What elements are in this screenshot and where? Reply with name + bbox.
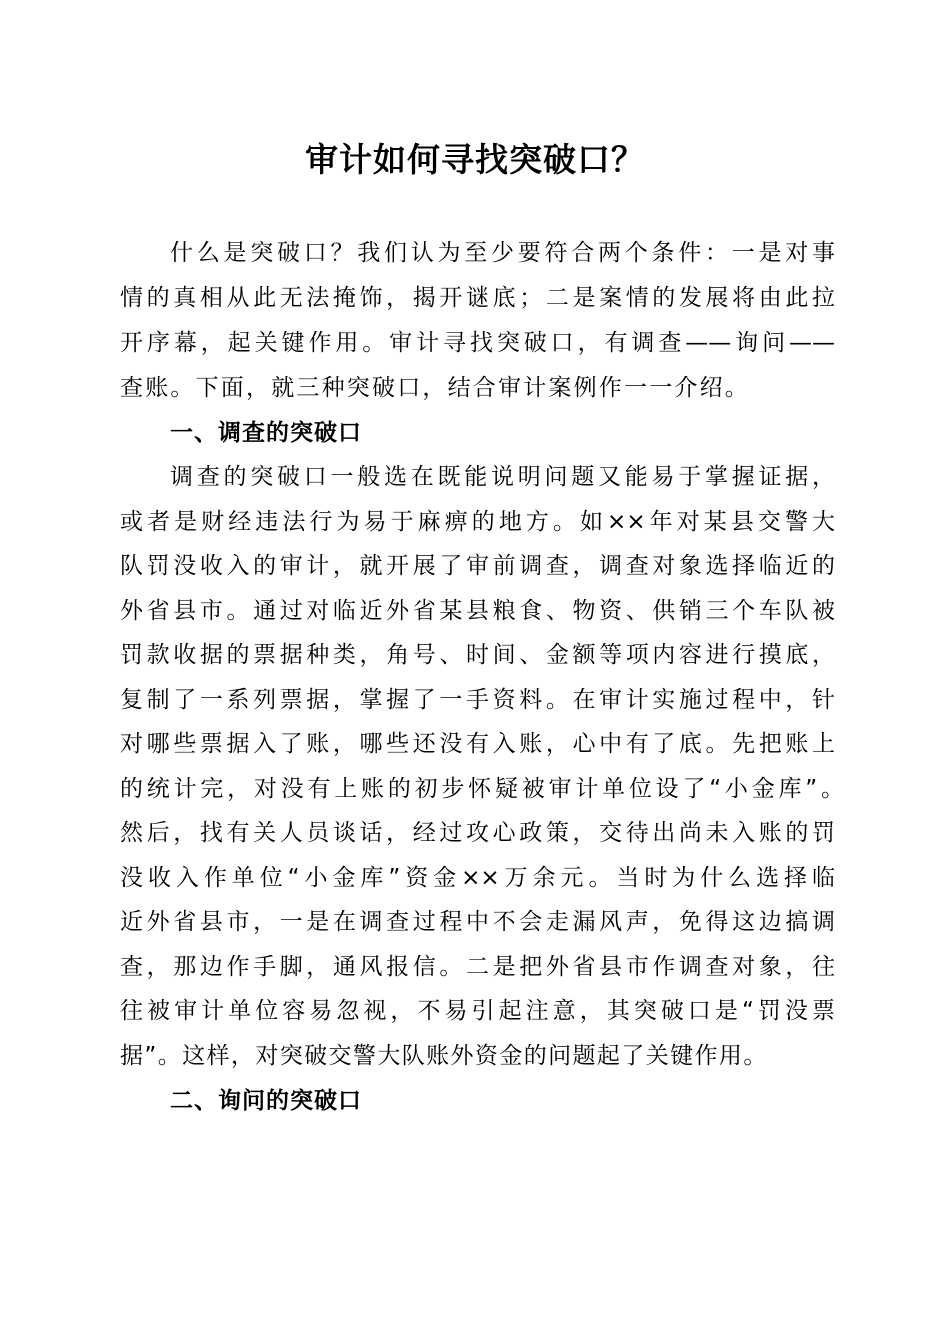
paragraph-line: 的统计完，对没有上账的初步怀疑被审计单位设了“小金库”。 (120, 776, 844, 802)
intro-line: 情的真相从此无法掩饰，揭开谜底；二是案情的发展将由此拉 (120, 285, 835, 311)
paragraph-line: 然后，找有关人员谈话，经过攻心政策，交待出尚未入账的罚 (120, 820, 835, 846)
paragraph-line: 没收入作单位“小金库”资金××万余元。当时为什么选择临 (120, 865, 835, 891)
paragraph-line: 据”。这样，对突破交警大队账外资金的问题起了关键作用。 (120, 1043, 768, 1069)
paragraph-line: 对哪些票据入了账，哪些还没有入账，心中有了底。先把账上 (120, 731, 835, 757)
paragraph-line: 查，那边作手脚，通风报信。二是把外省县市作调查对象，往 (120, 954, 835, 980)
section-heading-inquiry: 二、询问的突破口 (170, 1088, 362, 1114)
paragraph-line: 或者是财经违法行为易于麻痹的地方。如××年对某县交警大 (120, 509, 835, 535)
document-title: 审计如何寻找突破口？ (305, 140, 645, 179)
paragraph-line: 调查的突破口一般选在既能说明问题又能易于掌握证据， (170, 464, 835, 490)
intro-line: 查账。下面，就三种突破口，结合审计案例作一一介绍。 (120, 375, 750, 401)
intro-line: 什么是突破口？我们认为至少要符合两个条件：一是对事 (170, 240, 835, 266)
paragraph-line: 往被审计单位容易忽视，不易引起注意，其突破口是“罚没票 (120, 998, 835, 1024)
paragraph-line: 外省县市。通过对临近外省某县粮食、物资、供销三个车队被 (120, 598, 835, 624)
paragraph-line: 罚款收据的票据种类，角号、时间、金额等项内容进行摸底， (120, 642, 835, 668)
paragraph-line: 队罚没收入的审计，就开展了审前调查，调查对象选择临近的 (120, 553, 835, 579)
paragraph-line: 近外省县市，一是在调查过程中不会走漏风声，免得这边搞调 (120, 909, 835, 935)
intro-line: 开序幕，起关键作用。审计寻找突破口，有调查——询问—— (120, 330, 835, 356)
section-heading-investigation: 一、调查的突破口 (170, 420, 362, 446)
paragraph-line: 复制了一系列票据，掌握了一手资料。在审计实施过程中，针 (120, 687, 835, 713)
